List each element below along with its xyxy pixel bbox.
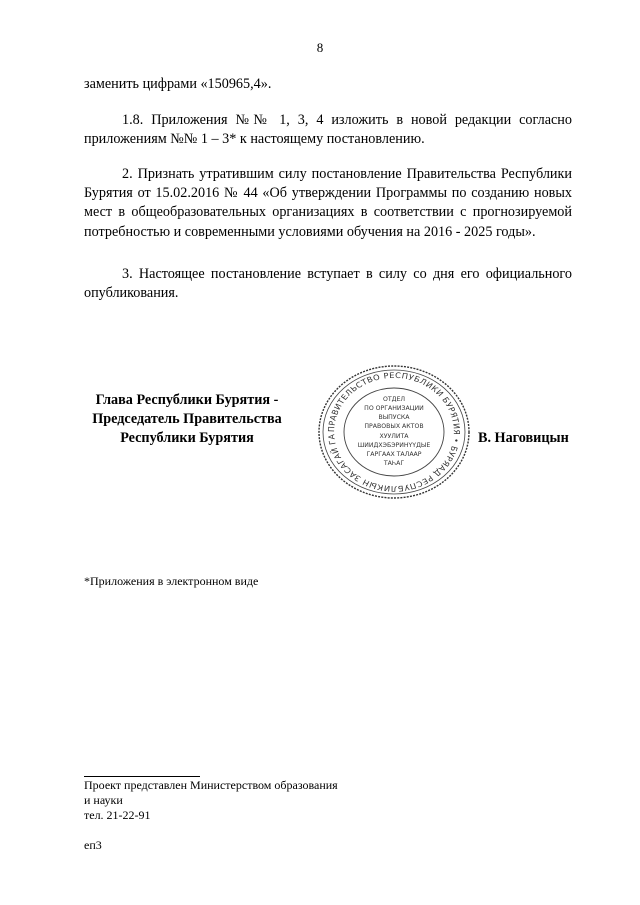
paragraph-continuation	[84, 75, 572, 94]
paragraph-text: заменить цифрами «150965,4».	[84, 76, 272, 92]
footnote: *Приложения в электронном виде	[84, 574, 259, 588]
svg-text:ВЫПУСКА: ВЫПУСКА	[378, 414, 410, 421]
page-number: 8	[316, 40, 324, 55]
paragraph-item-1-8	[84, 111, 572, 149]
footer-divider	[84, 776, 200, 777]
svg-text:ПРАВОВЫХ АКТОВ: ПРАВОВЫХ АКТОВ	[364, 423, 424, 430]
svg-text:ХУУЛИТА: ХУУЛИТА	[379, 433, 409, 440]
paragraph-text: 2. Признать утратившим силу постановление Правительства Республики Бурятия от 15.02.2016 № 44 «Об утверждении Программы по созданию новых мест в общеобразовательных организациях в соответствии с прогнозируемой потребностью и современными условиями обучения на 2016 - 2025 годы».	[84, 166, 572, 240]
paragraph-text: 1.8. Приложения №№ 1, 3, 4 изложить в новой редакции согласно приложениям №№ 1 – 3* к настоящему постановлению.	[84, 112, 572, 148]
official-seal	[314, 364, 474, 500]
paragraph-item-2	[84, 165, 572, 242]
signer-position-line: Председатель Правительства	[92, 411, 282, 427]
signer-position-line: Глава Республики Бурятия -	[95, 392, 279, 408]
svg-text:ОТДЕЛ: ОТДЕЛ	[382, 396, 406, 403]
signer-name: В. Наговицын	[478, 430, 569, 446]
signer-position	[84, 391, 290, 448]
svg-text:ТАҺАГ: ТАҺАГ	[383, 460, 405, 467]
footer-line: Проект представлен Министерством образования	[84, 778, 338, 792]
seal-stamp-graphic	[314, 364, 474, 500]
signer-position-line: Республики Бурятия	[120, 430, 254, 446]
svg-text:ГАРГААХ ТАЛААР: ГАРГААХ ТАЛААР	[366, 451, 422, 458]
svg-text:ПО ОРГАНИЗАЦИИ: ПО ОРГАНИЗАЦИИ	[364, 405, 424, 412]
footer-info	[84, 778, 338, 823]
paragraph-text: 3. Настоящее постановление вступает в силу со дня его официального опубликования.	[84, 266, 572, 302]
paragraph-item-3	[84, 265, 572, 303]
document-code: еп3	[84, 838, 102, 852]
footer-line: и науки	[84, 793, 123, 807]
svg-text:ШИИДХЭБЭРИНҮҮДЫЕ: ШИИДХЭБЭРИНҮҮДЫЕ	[357, 442, 431, 449]
footer-line: тел. 21-22-91	[84, 808, 151, 822]
svg-text:ПРАВИТЕЛЬСТВО РЕСПУБЛИКИ БУРЯТ: ПРАВИТЕЛЬСТВО РЕСПУБЛИКИ БУРЯТИЯ • БУРЯАД РЕСПУБЛИКЫН ЗАСАГАЙ ГА	[326, 371, 462, 493]
